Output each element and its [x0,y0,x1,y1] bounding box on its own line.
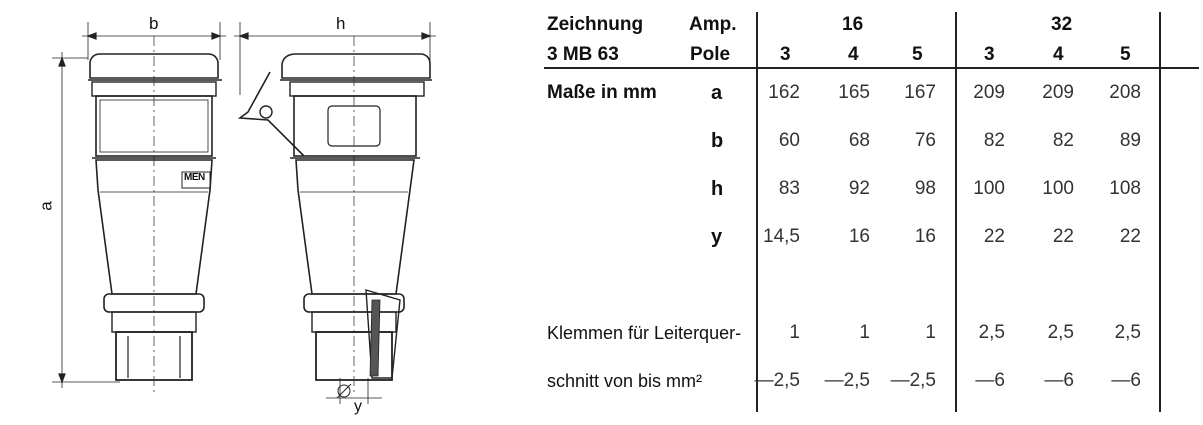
cell-h-1: 83 [778,178,800,199]
cell-a-6: 208 [1109,82,1141,103]
klemmen-5: 2,5 [1047,322,1074,343]
header-model: 3 MB 63 [547,44,619,65]
pole-col-1: 3 [780,44,791,65]
row-h-key: h [711,178,724,200]
dim-y-label: y [354,398,362,415]
dim-a-label: a [36,201,56,211]
separator-right [1159,12,1161,412]
pole-col-3: 5 [912,44,923,65]
klemmen-4: 2,5 [978,322,1005,343]
klemmen-1: 1 [789,322,800,343]
header-amp: Amp. [689,14,737,35]
logo-mark: MEN [184,172,205,183]
cell-a-2: 165 [838,82,870,103]
cell-y-5: 22 [1052,226,1074,247]
cell-y-6: 22 [1119,226,1141,247]
cell-h-4: 100 [973,178,1005,199]
cell-b-3: 76 [914,130,936,151]
row-y-key: y [711,226,723,248]
header-amp-16: 16 [842,14,864,35]
klemmen-label: Klemmen für Leiterquer- [547,323,742,343]
schnitt-2: —2,5 [824,370,870,391]
separator-middle [955,12,957,412]
schnitt-6: —6 [1111,370,1141,391]
cell-h-5: 100 [1042,178,1074,199]
dimension-table [540,0,1203,420]
separator-left [756,12,758,412]
cell-b-6: 89 [1119,130,1141,151]
technical-drawing [0,0,520,420]
schnitt-5: —6 [1044,370,1074,391]
cell-y-1: 14,5 [763,226,800,247]
schnitt-1: —2,5 [754,370,800,391]
cell-a-1: 162 [768,82,800,103]
cell-y-2: 16 [848,226,870,247]
schnitt-4: —6 [975,370,1005,391]
cell-h-3: 98 [914,178,936,199]
header-rule [544,67,1199,69]
cell-h-6: 108 [1109,178,1141,199]
header-amp-32: 32 [1051,14,1073,35]
row-a-key: a [711,82,723,104]
klemmen-2: 1 [859,322,870,343]
klemmen-3: 1 [925,322,936,343]
schnitt-label: schnitt von bis mm² [547,371,703,391]
cell-a-4: 209 [973,82,1005,103]
cell-a-3: 167 [904,82,936,103]
schnitt-3: —2,5 [890,370,936,391]
pole-col-5: 4 [1053,44,1064,65]
cell-y-4: 22 [983,226,1005,247]
klemmen-6: 2,5 [1114,322,1141,343]
cell-b-2: 68 [848,130,870,151]
socket-drawing-svg [0,0,520,420]
masse-label: Maße in mm [547,82,657,103]
dim-b-label: b [149,14,159,33]
cell-b-5: 82 [1052,130,1074,151]
row-b-key: b [711,130,724,152]
cell-y-3: 16 [914,226,936,247]
header-pole: Pole [690,44,731,65]
pole-col-2: 4 [848,44,859,65]
dim-h-label: h [336,14,346,33]
cell-b-1: 60 [778,130,800,151]
cell-h-2: 92 [848,178,870,199]
cell-a-5: 209 [1042,82,1074,103]
header-zeichnung: Zeichnung [547,14,644,35]
cell-b-4: 82 [983,130,1005,151]
pole-col-4: 3 [984,44,995,65]
pole-col-6: 5 [1120,44,1131,65]
